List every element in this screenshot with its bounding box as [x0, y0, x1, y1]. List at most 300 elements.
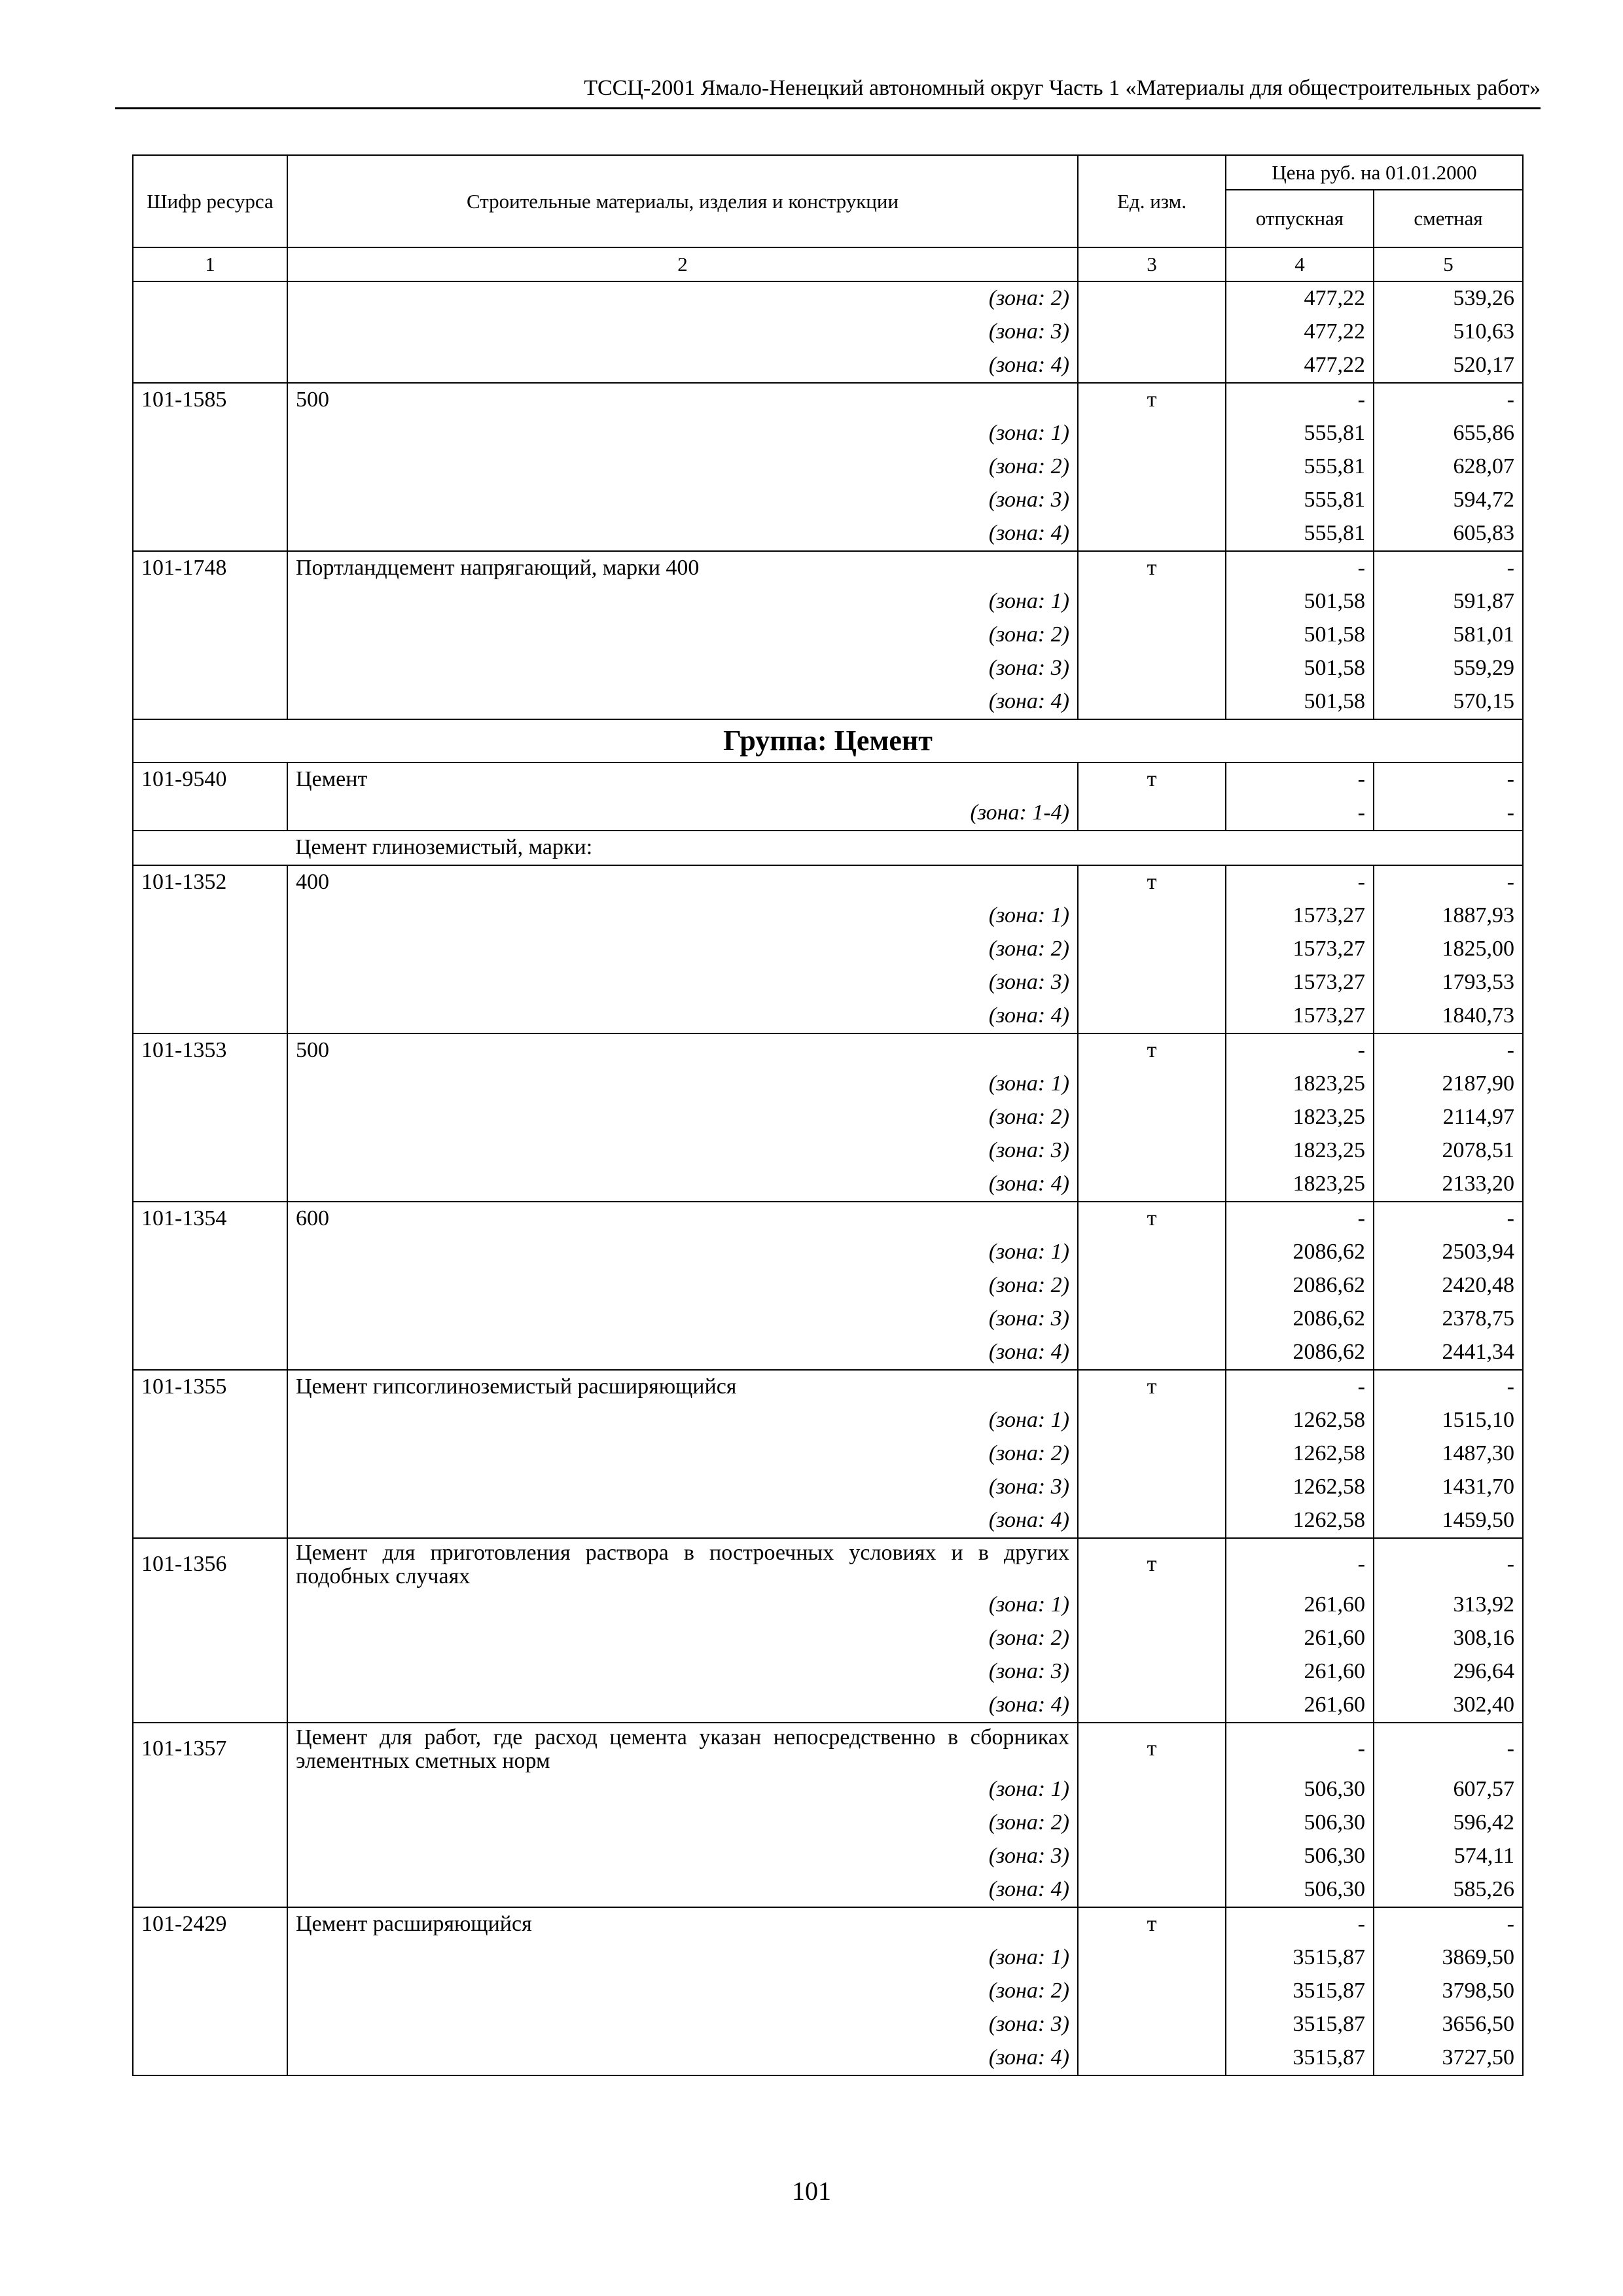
material-name: 400	[287, 865, 1078, 899]
resource-code	[133, 1236, 287, 1269]
unit	[1078, 1067, 1226, 1101]
release-price: 3515,87	[1226, 1941, 1374, 1975]
zone-label: (зона: 3)	[287, 1302, 1078, 1336]
resource-code: 101-1355	[133, 1370, 287, 1404]
item-row	[133, 865, 1523, 899]
estimate-price: 559,29	[1374, 652, 1523, 685]
estimate-price: 1487,30	[1374, 1437, 1523, 1471]
estimate-price: 1431,70	[1374, 1471, 1523, 1504]
zone-row	[133, 1689, 1523, 1723]
release-price: 477,22	[1226, 315, 1374, 349]
release-price: 501,58	[1226, 685, 1374, 719]
unit	[1078, 1404, 1226, 1437]
release-price: -	[1226, 1202, 1374, 1236]
unit	[1078, 1134, 1226, 1168]
estimate-price: 628,07	[1374, 450, 1523, 484]
column-number-row	[133, 247, 1523, 281]
zone-label: (зона: 3)	[287, 315, 1078, 349]
zone-row	[133, 281, 1523, 315]
subheader-code-cell	[133, 831, 287, 865]
resource-code	[133, 1806, 287, 1840]
release-price: 555,81	[1226, 517, 1374, 551]
release-price: 1823,25	[1226, 1067, 1374, 1101]
estimate-price: 605,83	[1374, 517, 1523, 551]
zone-label: (зона: 1-4)	[287, 797, 1078, 831]
release-price: 1573,27	[1226, 966, 1374, 999]
estimate-price: 3798,50	[1374, 1975, 1523, 2008]
unit	[1078, 1302, 1226, 1336]
resource-code	[133, 1302, 287, 1336]
resource-code: 101-1357	[133, 1723, 287, 1773]
header-release-price: отпускная	[1226, 190, 1374, 247]
resource-code: 101-1748	[133, 551, 287, 585]
estimate-price: -	[1374, 797, 1523, 831]
unit: т	[1078, 551, 1226, 585]
estimate-price: 570,15	[1374, 685, 1523, 719]
resource-code	[133, 1336, 287, 1370]
resource-code	[133, 1941, 287, 1975]
zone-row	[133, 2041, 1523, 2075]
unit	[1078, 797, 1226, 831]
zone-label: (зона: 3)	[287, 2008, 1078, 2041]
estimate-price: 594,72	[1374, 484, 1523, 517]
resource-code	[133, 652, 287, 685]
unit	[1078, 585, 1226, 619]
zone-label: (зона: 2)	[287, 281, 1078, 315]
release-price: 1573,27	[1226, 899, 1374, 933]
resource-code: 101-9540	[133, 762, 287, 797]
resource-code	[133, 1689, 287, 1723]
release-price: 1573,27	[1226, 933, 1374, 966]
item-row	[133, 1907, 1523, 1941]
zone-row	[133, 1975, 1523, 2008]
release-price: 501,58	[1226, 652, 1374, 685]
unit	[1078, 652, 1226, 685]
header-estimate-price: сметная	[1374, 190, 1523, 247]
release-price: 1573,27	[1226, 999, 1374, 1033]
group-title: Группа: Цемент	[133, 719, 1523, 762]
release-price: 1823,25	[1226, 1101, 1374, 1134]
estimate-price: -	[1374, 1202, 1523, 1236]
resource-code	[133, 685, 287, 719]
resource-code	[133, 1437, 287, 1471]
subheader-row	[133, 831, 1523, 865]
zone-label: (зона: 2)	[287, 1975, 1078, 2008]
unit	[1078, 1588, 1226, 1622]
zone-row	[133, 1655, 1523, 1689]
estimate-price: -	[1374, 1723, 1523, 1773]
estimate-price: 607,57	[1374, 1773, 1523, 1806]
estimate-price: -	[1374, 383, 1523, 417]
material-name: Цемент для приготовления раствора в построечных условиях и в других подобных случаях	[287, 1538, 1078, 1588]
resource-code	[133, 1975, 287, 2008]
resource-code	[133, 1269, 287, 1302]
estimate-price: -	[1374, 762, 1523, 797]
item-row	[133, 762, 1523, 797]
header-name: Строительные материалы, изделия и конструкции	[287, 155, 1078, 247]
column-number: 1	[133, 247, 287, 281]
estimate-price: 596,42	[1374, 1806, 1523, 1840]
zone-label: (зона: 4)	[287, 1689, 1078, 1723]
estimate-price: 313,92	[1374, 1588, 1523, 1622]
zone-label: (зона: 1)	[287, 585, 1078, 619]
release-price: 3515,87	[1226, 2041, 1374, 2075]
material-name: 500	[287, 383, 1078, 417]
zone-label: (зона: 4)	[287, 1336, 1078, 1370]
table-header	[133, 155, 1523, 281]
estimate-price: 1840,73	[1374, 999, 1523, 1033]
item-row	[133, 1723, 1523, 1773]
unit	[1078, 1269, 1226, 1302]
unit: т	[1078, 865, 1226, 899]
unit	[1078, 933, 1226, 966]
zone-label: (зона: 4)	[287, 1168, 1078, 1202]
unit	[1078, 1975, 1226, 2008]
estimate-price: 1887,93	[1374, 899, 1523, 933]
estimate-price: 3869,50	[1374, 1941, 1523, 1975]
zone-label: (зона: 4)	[287, 1504, 1078, 1538]
resource-code: 101-1585	[133, 383, 287, 417]
release-price: 506,30	[1226, 1873, 1374, 1907]
zone-label: (зона: 4)	[287, 685, 1078, 719]
resource-code: 101-1352	[133, 865, 287, 899]
zone-row	[133, 450, 1523, 484]
release-price: -	[1226, 1370, 1374, 1404]
resource-code	[133, 349, 287, 383]
zone-row	[133, 315, 1523, 349]
page-number: 101	[792, 2176, 831, 2206]
estimate-price: 539,26	[1374, 281, 1523, 315]
material-name: Цемент гипсоглиноземистый расширяющийся	[287, 1370, 1078, 1404]
resource-code	[133, 797, 287, 831]
resource-code	[133, 450, 287, 484]
estimate-price: 510,63	[1374, 315, 1523, 349]
material-name: Цемент	[287, 762, 1078, 797]
resource-code	[133, 1622, 287, 1655]
zone-label: (зона: 2)	[287, 1269, 1078, 1302]
release-price: 555,81	[1226, 484, 1374, 517]
release-price: 477,22	[1226, 349, 1374, 383]
zone-label: (зона: 1)	[287, 1588, 1078, 1622]
release-price: 501,58	[1226, 585, 1374, 619]
release-price: 2086,62	[1226, 1269, 1374, 1302]
zone-row	[133, 1302, 1523, 1336]
release-price: -	[1226, 1723, 1374, 1773]
resource-code	[133, 1588, 287, 1622]
release-price: 506,30	[1226, 1806, 1374, 1840]
estimate-price: 1793,53	[1374, 966, 1523, 999]
release-price: 3515,87	[1226, 1975, 1374, 2008]
zone-row	[133, 966, 1523, 999]
zone-row	[133, 1134, 1523, 1168]
zone-row	[133, 1873, 1523, 1907]
zone-label: (зона: 2)	[287, 933, 1078, 966]
estimate-price: 2378,75	[1374, 1302, 1523, 1336]
unit	[1078, 1806, 1226, 1840]
item-row	[133, 383, 1523, 417]
zone-row	[133, 619, 1523, 652]
unit	[1078, 315, 1226, 349]
unit	[1078, 349, 1226, 383]
release-price: 506,30	[1226, 1840, 1374, 1873]
subheader-label: Цемент глиноземистый, марки:	[287, 831, 1523, 865]
item-row	[133, 1370, 1523, 1404]
zone-label: (зона: 4)	[287, 349, 1078, 383]
material-name: Цемент для работ, где расход цемента указан непосредственно в сборниках элементных сметных норм	[287, 1723, 1078, 1773]
release-price: -	[1226, 1907, 1374, 1941]
estimate-price: -	[1374, 1033, 1523, 1067]
release-price: 477,22	[1226, 281, 1374, 315]
estimate-price: 2420,48	[1374, 1269, 1523, 1302]
release-price: 261,60	[1226, 1588, 1374, 1622]
estimate-price: 574,11	[1374, 1840, 1523, 1873]
resource-code	[133, 2008, 287, 2041]
resource-code	[133, 933, 287, 966]
unit	[1078, 450, 1226, 484]
release-price: 2086,62	[1226, 1336, 1374, 1370]
resource-code	[133, 281, 287, 315]
zone-row	[133, 1941, 1523, 1975]
material-name: Цемент расширяющийся	[287, 1907, 1078, 1941]
unit	[1078, 1168, 1226, 1202]
resource-code	[133, 315, 287, 349]
zone-row	[133, 685, 1523, 719]
estimate-price: 1825,00	[1374, 933, 1523, 966]
zone-row	[133, 652, 1523, 685]
estimate-price: 581,01	[1374, 619, 1523, 652]
resource-code: 101-1354	[133, 1202, 287, 1236]
material-name: 500	[287, 1033, 1078, 1067]
unit	[1078, 1941, 1226, 1975]
resource-code	[133, 1873, 287, 1907]
zone-row	[133, 484, 1523, 517]
column-number: 2	[287, 247, 1078, 281]
zone-row	[133, 585, 1523, 619]
estimate-price: -	[1374, 1538, 1523, 1588]
estimate-price: 591,87	[1374, 585, 1523, 619]
column-number: 4	[1226, 247, 1374, 281]
unit	[1078, 1101, 1226, 1134]
unit	[1078, 999, 1226, 1033]
release-price: -	[1226, 1033, 1374, 1067]
resource-code	[133, 966, 287, 999]
zone-row	[133, 1622, 1523, 1655]
unit	[1078, 1236, 1226, 1269]
release-price: 555,81	[1226, 450, 1374, 484]
zone-row	[133, 1269, 1523, 1302]
resource-code: 101-1353	[133, 1033, 287, 1067]
material-name: 600	[287, 1202, 1078, 1236]
zone-label: (зона: 3)	[287, 1840, 1078, 1873]
zone-label: (зона: 3)	[287, 1655, 1078, 1689]
unit: т	[1078, 1202, 1226, 1236]
resource-code	[133, 585, 287, 619]
zone-row	[133, 517, 1523, 551]
estimate-price: 2133,20	[1374, 1168, 1523, 1202]
release-price: 261,60	[1226, 1689, 1374, 1723]
unit	[1078, 619, 1226, 652]
zone-label: (зона: 2)	[287, 1437, 1078, 1471]
zone-row	[133, 1471, 1523, 1504]
estimate-price: 2114,97	[1374, 1101, 1523, 1134]
zone-row	[133, 1067, 1523, 1101]
zone-label: (зона: 4)	[287, 517, 1078, 551]
zone-row	[133, 1588, 1523, 1622]
unit: т	[1078, 1370, 1226, 1404]
zone-label: (зона: 1)	[287, 1941, 1078, 1975]
resource-code	[133, 999, 287, 1033]
release-price: 1823,25	[1226, 1168, 1374, 1202]
release-price: 1262,58	[1226, 1437, 1374, 1471]
item-row	[133, 1538, 1523, 1588]
release-price: 501,58	[1226, 619, 1374, 652]
estimate-price: -	[1374, 1907, 1523, 1941]
zone-label: (зона: 4)	[287, 2041, 1078, 2075]
unit	[1078, 1773, 1226, 1806]
resource-code	[133, 619, 287, 652]
resource-code	[133, 417, 287, 450]
resource-code	[133, 1067, 287, 1101]
zone-row	[133, 1806, 1523, 1840]
zone-row	[133, 797, 1523, 831]
unit	[1078, 2041, 1226, 2075]
resource-code	[133, 1840, 287, 1873]
zone-row	[133, 1437, 1523, 1471]
release-price: -	[1226, 797, 1374, 831]
zone-row	[133, 933, 1523, 966]
unit	[1078, 1689, 1226, 1723]
resource-code	[133, 899, 287, 933]
resource-code	[133, 1655, 287, 1689]
resource-code	[133, 1504, 287, 1538]
unit	[1078, 2008, 1226, 2041]
zone-row	[133, 1504, 1523, 1538]
estimate-price: 1515,10	[1374, 1404, 1523, 1437]
zone-label: (зона: 3)	[287, 1471, 1078, 1504]
zone-label: (зона: 2)	[287, 450, 1078, 484]
price-table	[132, 154, 1524, 2076]
resource-code	[133, 1773, 287, 1806]
unit	[1078, 1622, 1226, 1655]
unit: т	[1078, 1033, 1226, 1067]
column-number: 3	[1078, 247, 1226, 281]
unit	[1078, 484, 1226, 517]
unit	[1078, 1336, 1226, 1370]
unit: т	[1078, 383, 1226, 417]
estimate-price: 308,16	[1374, 1622, 1523, 1655]
zone-label: (зона: 2)	[287, 619, 1078, 652]
item-row	[133, 551, 1523, 585]
unit: т	[1078, 762, 1226, 797]
unit	[1078, 1437, 1226, 1471]
estimate-price: -	[1374, 865, 1523, 899]
unit	[1078, 1873, 1226, 1907]
resource-code	[133, 1168, 287, 1202]
release-price: 555,81	[1226, 417, 1374, 450]
estimate-price: 3656,50	[1374, 2008, 1523, 2041]
resource-code	[133, 1471, 287, 1504]
zone-row	[133, 1101, 1523, 1134]
zone-label: (зона: 4)	[287, 1873, 1078, 1907]
zone-row	[133, 1236, 1523, 1269]
estimate-price: -	[1374, 1370, 1523, 1404]
zone-row	[133, 2008, 1523, 2041]
unit	[1078, 417, 1226, 450]
resource-code: 101-2429	[133, 1907, 287, 1941]
table-body	[133, 281, 1523, 2075]
zone-row	[133, 899, 1523, 933]
zone-label: (зона: 3)	[287, 484, 1078, 517]
release-price: 3515,87	[1226, 2008, 1374, 2041]
release-price: -	[1226, 865, 1374, 899]
release-price: -	[1226, 551, 1374, 585]
zone-label: (зона: 1)	[287, 417, 1078, 450]
zone-label: (зона: 3)	[287, 652, 1078, 685]
zone-label: (зона: 3)	[287, 1134, 1078, 1168]
header-price-group: Цена руб. на 01.01.2000	[1226, 155, 1523, 190]
zone-label: (зона: 1)	[287, 1236, 1078, 1269]
resource-code	[133, 1101, 287, 1134]
group-row	[133, 719, 1523, 762]
unit	[1078, 1504, 1226, 1538]
zone-label: (зона: 4)	[287, 999, 1078, 1033]
running-header	[115, 71, 1541, 109]
estimate-price: 655,86	[1374, 417, 1523, 450]
estimate-price: 2441,34	[1374, 1336, 1523, 1370]
resource-code	[133, 484, 287, 517]
item-row	[133, 1202, 1523, 1236]
zone-row	[133, 1404, 1523, 1437]
estimate-price: 520,17	[1374, 349, 1523, 383]
release-price: -	[1226, 383, 1374, 417]
unit	[1078, 899, 1226, 933]
release-price: 2086,62	[1226, 1236, 1374, 1269]
release-price: 261,60	[1226, 1622, 1374, 1655]
header-title: ТССЦ-2001 Ямало-Ненецкий автономный округ Часть 1 «Материалы для общестроительных работ»	[584, 76, 1541, 100]
release-price: 261,60	[1226, 1655, 1374, 1689]
zone-label: (зона: 2)	[287, 1622, 1078, 1655]
estimate-price: 296,64	[1374, 1655, 1523, 1689]
unit	[1078, 1471, 1226, 1504]
resource-code	[133, 1134, 287, 1168]
unit	[1078, 1840, 1226, 1873]
material-name: Портландцемент напрягающий, марки 400	[287, 551, 1078, 585]
zone-label: (зона: 1)	[287, 1773, 1078, 1806]
resource-code	[133, 517, 287, 551]
zone-label: (зона: 1)	[287, 1067, 1078, 1101]
unit: т	[1078, 1723, 1226, 1773]
estimate-price: 1459,50	[1374, 1504, 1523, 1538]
header-code: Шифр ресурса	[133, 155, 287, 247]
estimate-price: 2078,51	[1374, 1134, 1523, 1168]
unit	[1078, 685, 1226, 719]
zone-row	[133, 999, 1523, 1033]
zone-row	[133, 1168, 1523, 1202]
zone-label: (зона: 1)	[287, 899, 1078, 933]
release-price: 1823,25	[1226, 1134, 1374, 1168]
estimate-price: 2187,90	[1374, 1067, 1523, 1101]
unit: т	[1078, 1538, 1226, 1588]
release-price: -	[1226, 1538, 1374, 1588]
zone-row	[133, 349, 1523, 383]
release-price: 1262,58	[1226, 1504, 1374, 1538]
estimate-price: 302,40	[1374, 1689, 1523, 1723]
item-row	[133, 1033, 1523, 1067]
release-price: 2086,62	[1226, 1302, 1374, 1336]
resource-code: 101-1356	[133, 1538, 287, 1588]
release-price: -	[1226, 762, 1374, 797]
unit	[1078, 1655, 1226, 1689]
